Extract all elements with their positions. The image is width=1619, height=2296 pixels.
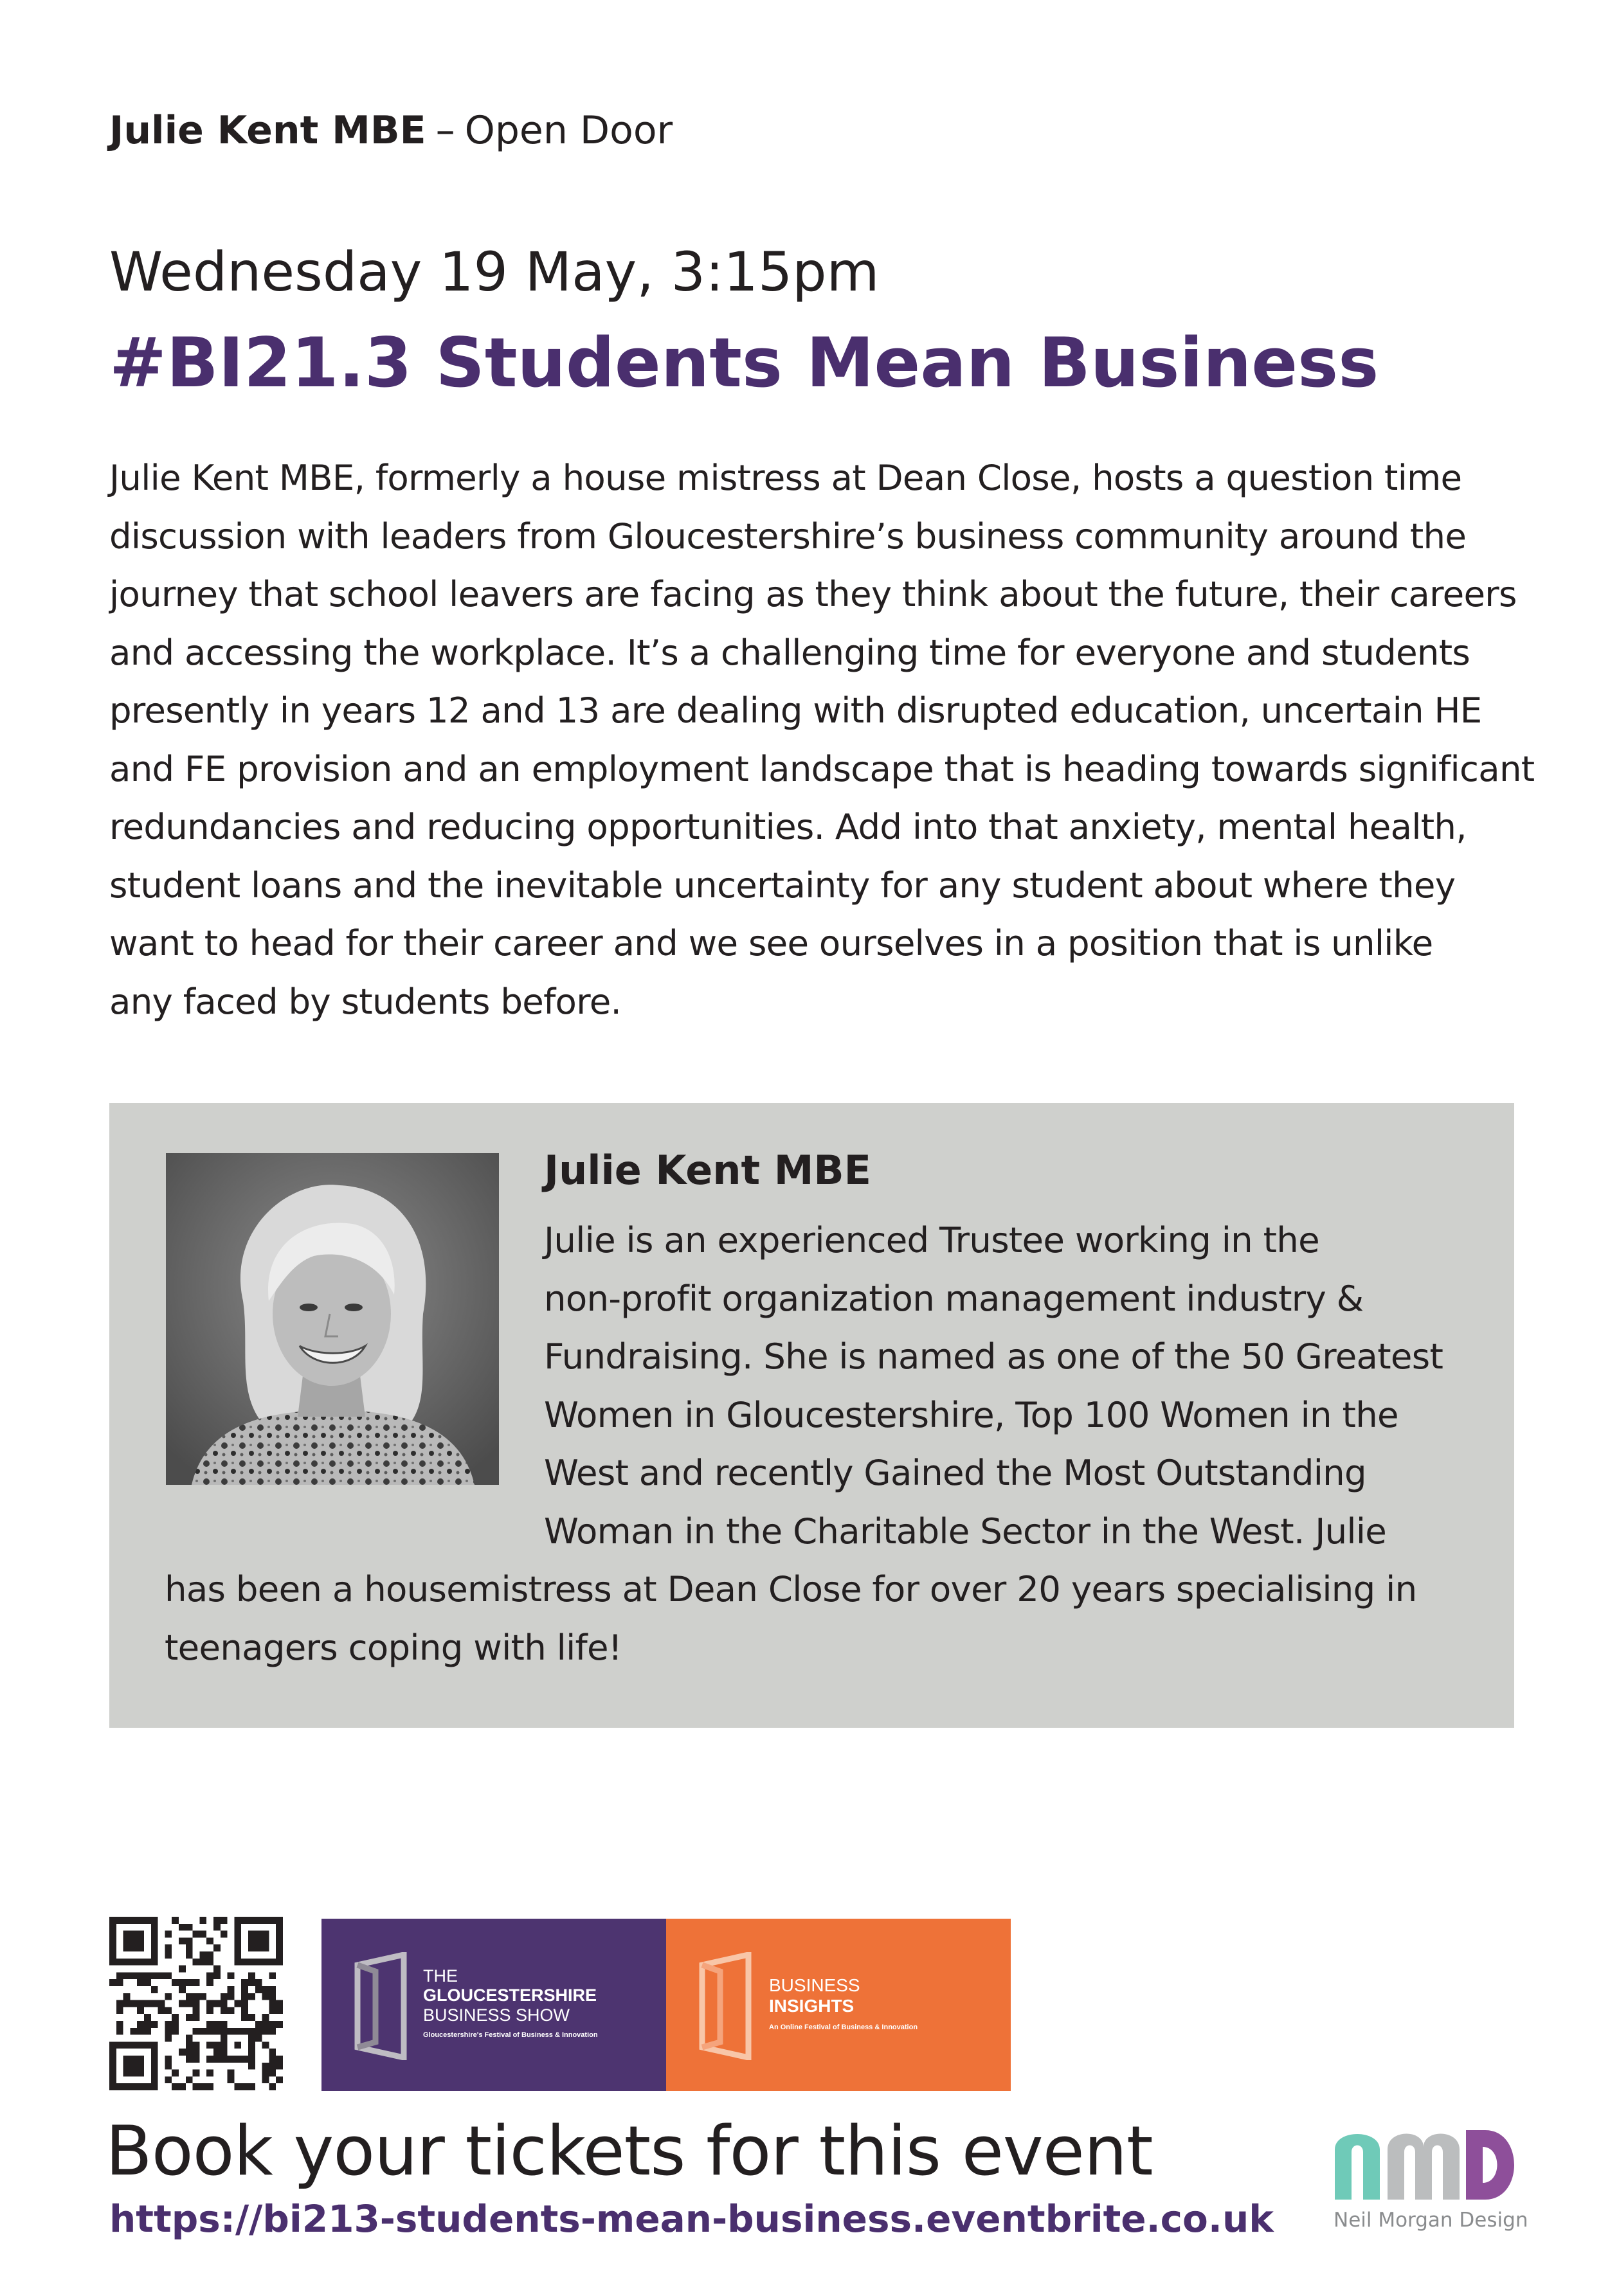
header-line <box>109 102 673 159</box>
description-line: and FE provision and an employment landscape that is heading towards significant <box>109 748 1535 789</box>
description-line: redundancies and reducing opportunities. Add into that anxiety, mental health, <box>109 806 1467 847</box>
event-description <box>109 449 1535 1030</box>
description-line: want to head for their career and we see ourselves in a position that is unlike <box>109 922 1433 964</box>
bio-line: Julie is an experienced Trustee working in the <box>544 1219 1319 1260</box>
event-banner[interactable] <box>321 1919 1011 2091</box>
bi-text <box>769 1975 918 2038</box>
speaker-bio-box <box>109 1103 1514 1728</box>
bio-line: teenagers coping with life! <box>165 1626 622 1668</box>
description-line: Julie Kent MBE, formerly a house mistress at Dean Close, hosts a question time <box>109 457 1462 498</box>
description-line: discussion with leaders from Gloucestershire’s business community around the <box>109 515 1467 557</box>
gbs-line3: BUSINESS SHOW <box>423 2005 570 2025</box>
gbs-tagline: Gloucestershire's Festival of Business & Innovation <box>423 2031 598 2039</box>
description-line: and accessing the workplace. It’s a challenging time for everyone and students <box>109 631 1470 673</box>
gbs-line1: THE <box>423 1966 458 1986</box>
neil-morgan-design-caption: Neil Morgan Design <box>1334 2209 1528 2232</box>
qr-code-icon[interactable] <box>109 1917 283 2090</box>
bio-name: Julie Kent MBE <box>544 1147 872 1194</box>
book-tickets-heading: Book your tickets for this event <box>105 2112 1153 2191</box>
bio-line: Fundraising. She is named as one of the 50 Greatest <box>544 1336 1443 1377</box>
description-line: journey that school leavers are facing as they think about the future, their careers <box>109 573 1517 614</box>
gbs-line2: GLOUCESTERSHIRE <box>423 1986 597 2005</box>
gbs-text <box>423 1966 598 2045</box>
description-line: presently in years 12 and 13 are dealing with disrupted education, uncertain HE <box>109 690 1482 731</box>
eventbrite-link[interactable]: https://bi213-students-mean-business.eventbrite.co.uk <box>109 2197 1274 2241</box>
event-title: #BI21.3 Students Mean Business <box>109 323 1379 402</box>
bio-line: non-profit organization management industry & <box>544 1277 1364 1319</box>
bi-line2: INSIGHTS <box>769 1996 855 2016</box>
bio-line: has been a housemistress at Dean Close for over 20 years specialising in <box>165 1568 1417 1610</box>
description-line: student loans and the inevitable uncertainty for any student about where they <box>109 864 1456 906</box>
frame-icon <box>350 1952 412 2060</box>
gloucestershire-business-show-logo <box>321 1919 666 2091</box>
bi-tagline: An Online Festival of Business & Innovation <box>769 2023 918 2031</box>
header-dash: – <box>435 108 455 153</box>
business-insights-logo <box>666 1919 1011 2091</box>
bio-text <box>165 1211 1483 1676</box>
header-speaker: Julie Kent MBE <box>109 108 426 153</box>
event-date: Wednesday 19 May, 3:15pm <box>109 240 880 303</box>
bio-line: West and recently Gained the Most Outstanding <box>544 1452 1366 1493</box>
description-line: any faced by students before. <box>109 980 622 1022</box>
bi-line1: BUSINESS <box>769 1975 860 1995</box>
bio-line: Women in Gloucestershire, Top 100 Women in the <box>544 1394 1398 1435</box>
header-series: Open Door <box>464 108 673 153</box>
frame-icon <box>694 1952 756 2060</box>
bio-line: Woman in the Charitable Sector in the West. Julie <box>544 1510 1387 1552</box>
